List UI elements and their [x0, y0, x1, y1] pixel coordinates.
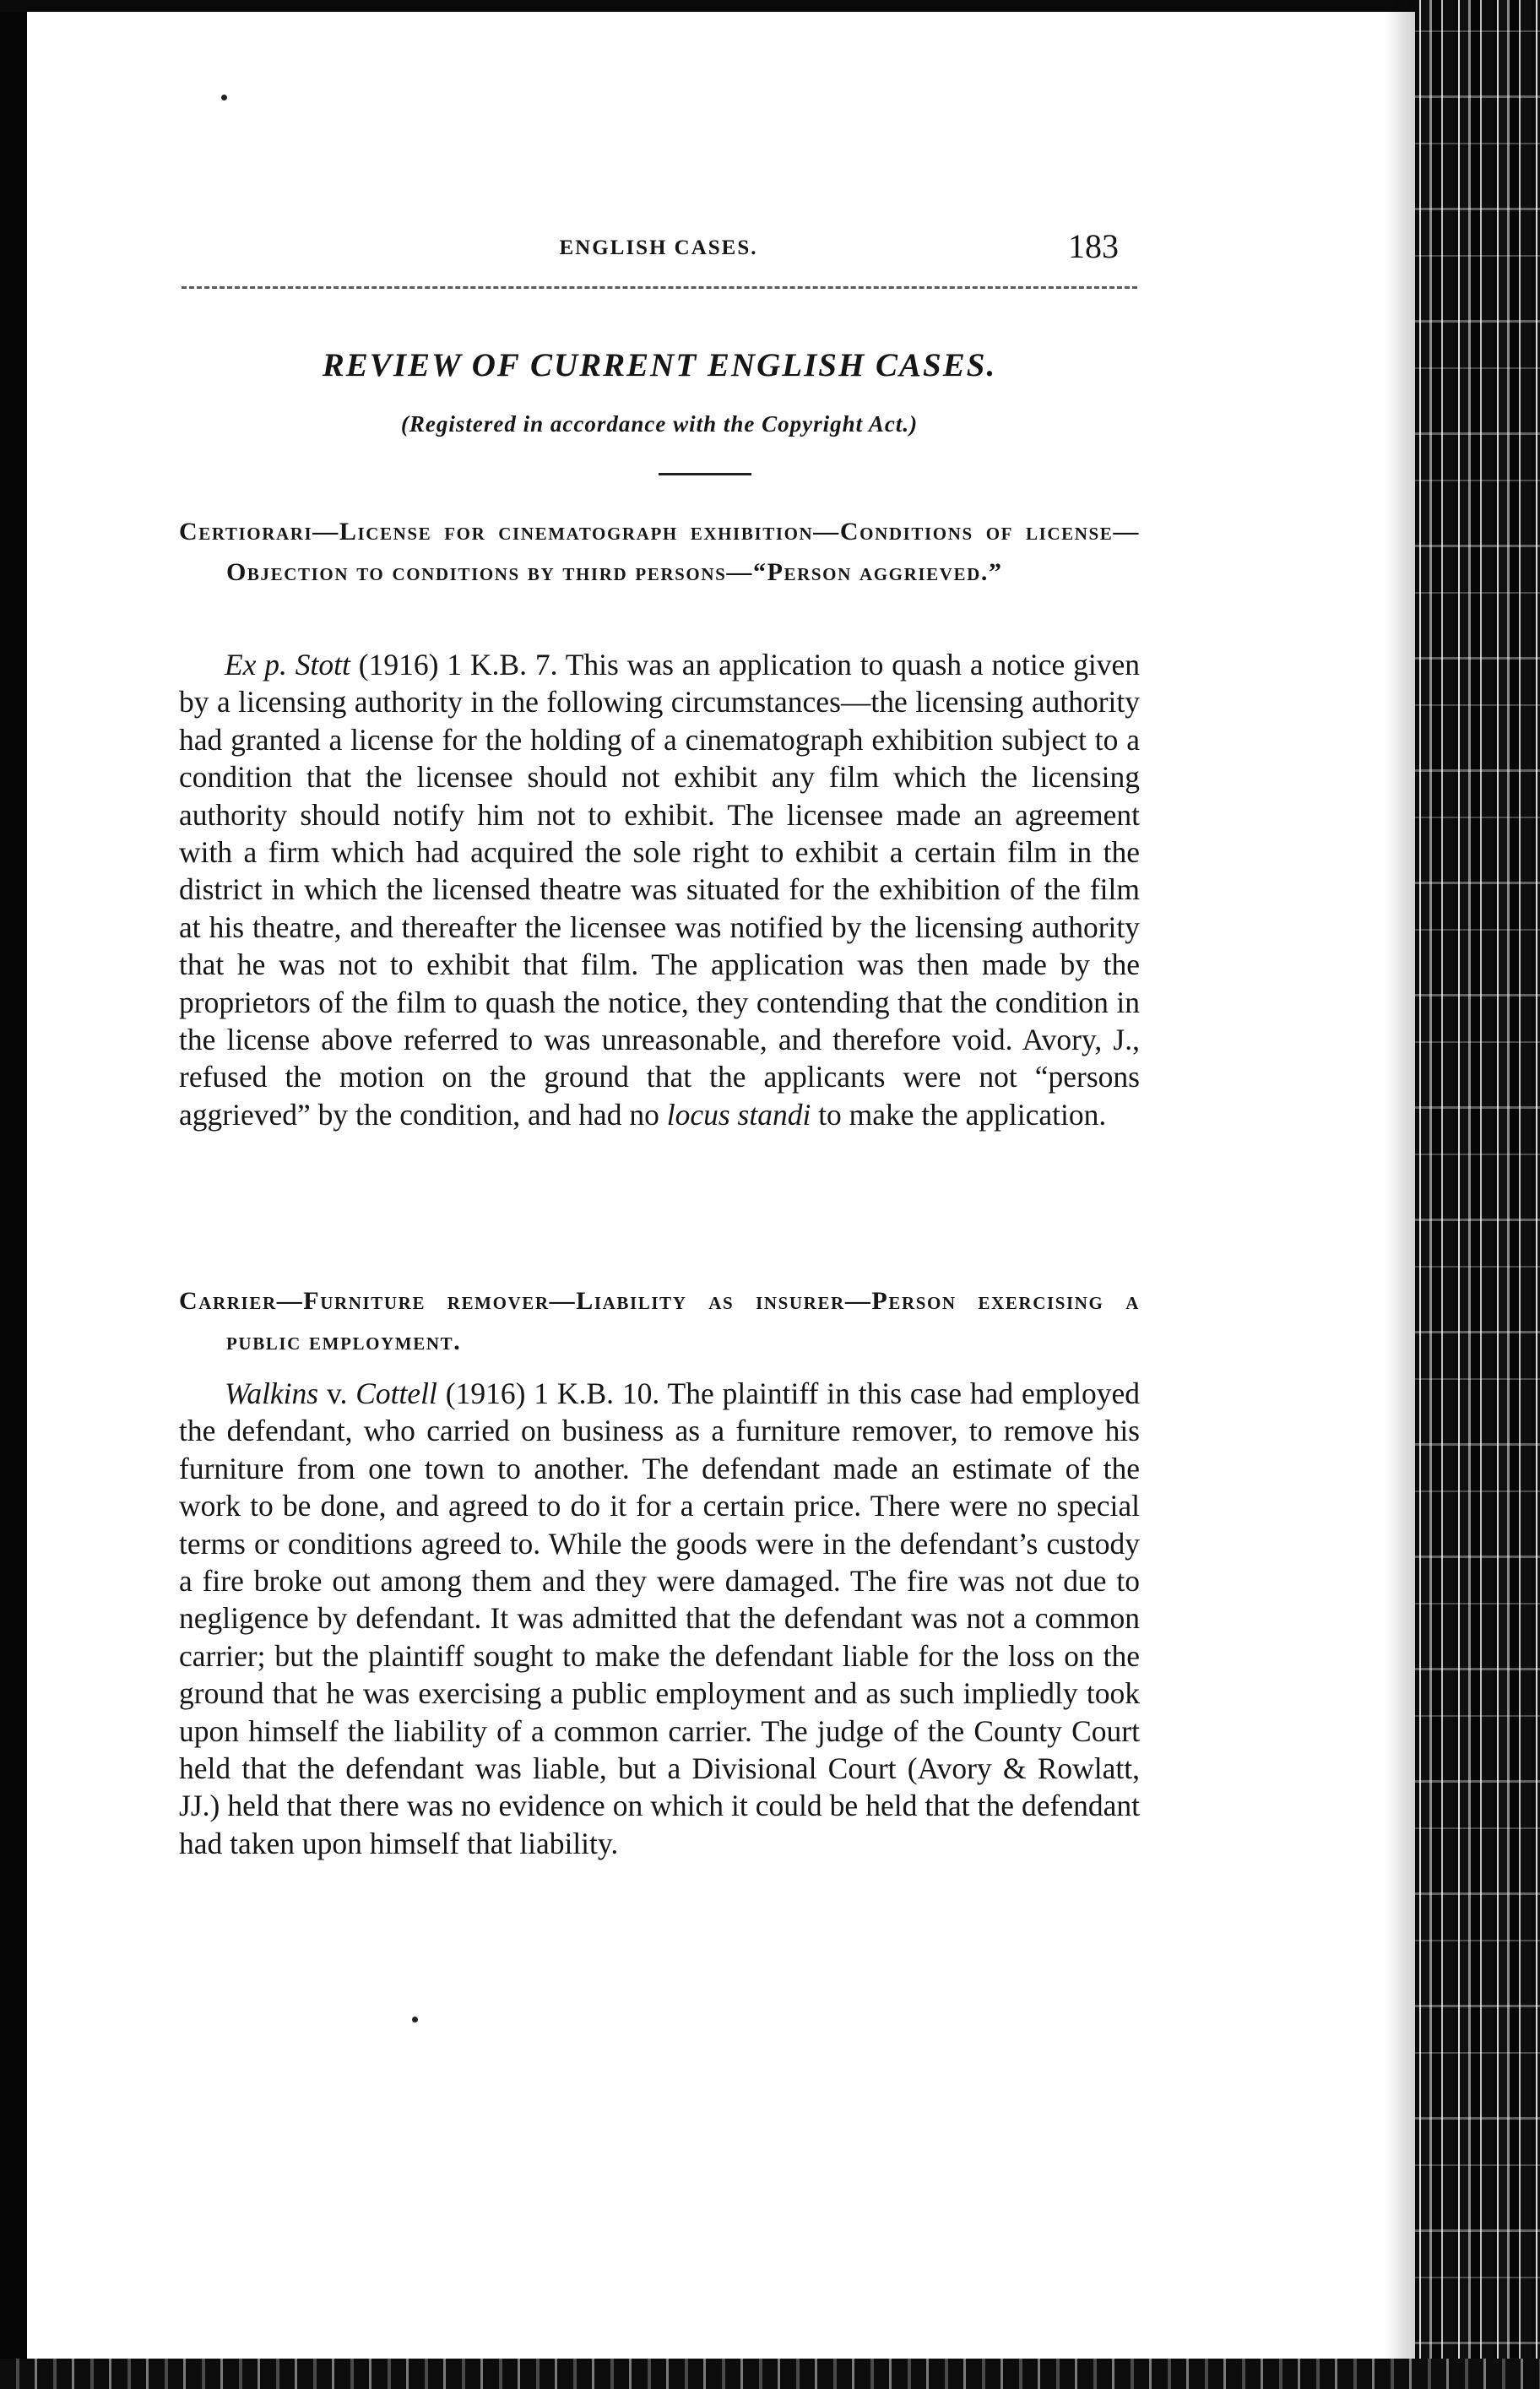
case-body-text-end: to make the application.	[811, 1097, 1107, 1132]
case-body-text: The plaintiff in this case had employed the defendant, who carried on business as a furniture remover, to remove his furniture from one town to another. The defendant made an estimate of the work to be done, and agreed to do it for a certain price. There were no special terms or conditions agreed to. While the goods were in the defendant’s custody a fire broke out among them and they were damaged. The fire was not due to negligence by defendant. It was admitted that the defendant was not a common carrier; but the plaintiff sought to make the defendant liable for the loss on the ground that he was exercising a public employment and as such impliedly took upon himself the liability of a common carrier. The judge of the County Court held that the defendant was liable, but a Divisional Court (Avory & Rowlatt, JJ.) held that there was no evidence on which it could be held that the defendant had taken upon himself that liability.	[179, 1376, 1141, 1860]
case-body-text: This was an application to quash a notice given by a licensing authority in the following circumstances—the licensing authority had granted a license for the holding of a cinematograph exhibition subject to a condition that the licensee should not exhibit any film which the licensing authority should notify him not to exhibit. The licensee made an agreement with a firm which had acquired the sole right to exhibit a certain film in the district in which the licensed theatre was situated for the exhibition of the film at his theatre, and thereafter the licensee was notified by the licensing authority that he was not to exhibit that film. The application was then made by the proprietors of the film to quash the notice, they contending that the condition in the license above referred to was unreasonable, and therefore void. Avory, J., refused the motion on the ground that the applicants were not “persons aggrieved” by the condition, and had no	[179, 648, 1140, 1132]
latin-phrase: locus standi	[666, 1097, 811, 1132]
case-citation-reference: (1916) 1 K.B. 7.	[350, 648, 558, 681]
running-head: ENGLISH CASES.	[559, 236, 758, 259]
page-title: REVIEW OF CURRENT ENGLISH CASES.	[322, 347, 997, 383]
case-headnote: Carrier—Furniture remover—Liability as insurer—Person exercising a public employment.	[179, 1287, 1140, 1355]
case-citation-name: Ex p. Stott	[225, 648, 350, 681]
case-citation-name: Cottell	[355, 1376, 437, 1410]
page-number: 183	[1068, 227, 1119, 265]
case-citation-name: Walkins	[225, 1376, 319, 1410]
case-body	[179, 646, 1140, 1133]
title-rule	[659, 473, 751, 475]
case-body	[179, 1375, 1140, 1862]
header-rule	[182, 286, 1137, 289]
case-headnote: Certiorari—License for cinematograph exhibition—Conditions of license—Objection to conditions by third persons—“Person aggrieved.”	[179, 518, 1140, 586]
copyright-note: (Registered in accordance with the Copyright Act.)	[400, 411, 919, 437]
case-citation-reference: (1916) 1 K.B. 10.	[437, 1376, 660, 1410]
case-citation-versus: v.	[318, 1376, 356, 1410]
